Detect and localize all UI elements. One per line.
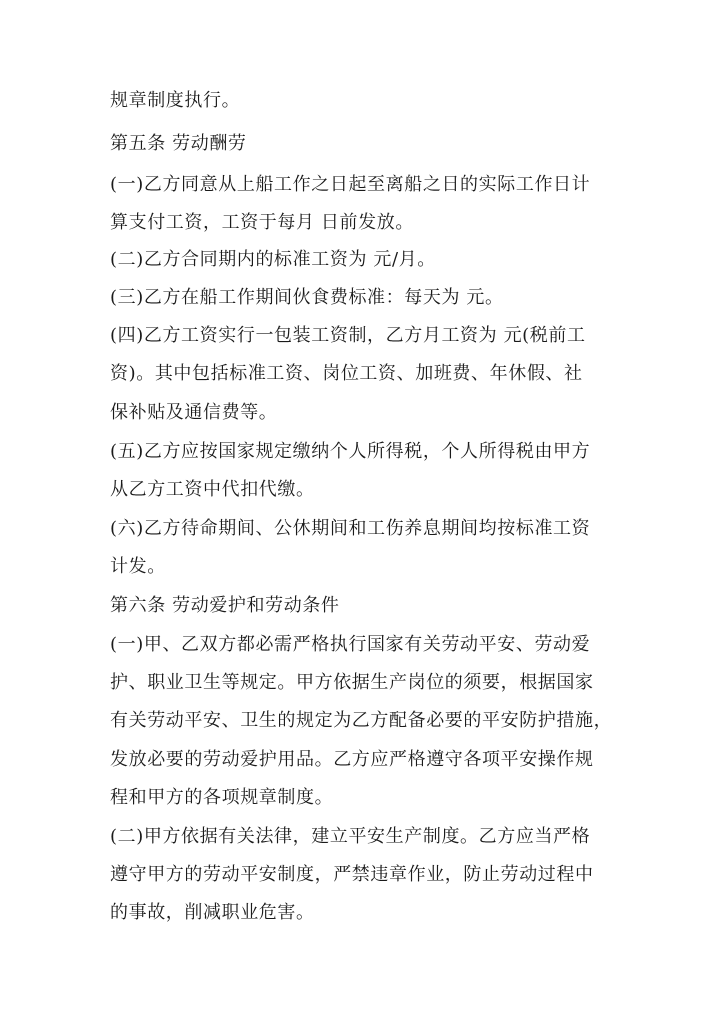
text-line: 遵守甲方的劳动平安制度，严禁违章作业，防止劳动过程中 — [110, 864, 594, 885]
text-line: 有关劳动平安、卫生的规定为乙方配备必要的平安防护措施， — [110, 710, 613, 731]
text-line: 资)。其中包括标准工资、岗位工资、加班费、年休假、社 — [110, 363, 583, 384]
text-line: (三)乙方在船工作期间伙食费标准：每天为 元。 — [110, 287, 504, 308]
text-line: (二)乙方合同期内的标准工资为 元/月。 — [110, 249, 436, 270]
text-line: 计发。 — [110, 556, 166, 577]
text-line: 护、职业卫生等规定。甲方依据生产岗位的须要，根据国家 — [110, 672, 594, 693]
text-line: (四)乙方工资实行一包装工资制，乙方月工资为 元(税前工 — [110, 325, 586, 346]
text-line: 程和甲方的各项规章制度。 — [110, 787, 334, 808]
text-line: (一)乙方同意从上船工作之日起至离船之日的实际工作日计 — [110, 174, 591, 195]
text-line: (一)甲、乙双方都必需严格执行国家有关劳动平安、劳动爱 — [110, 634, 591, 655]
text-line: 算支付工资，工资于每月 日前发放。 — [110, 212, 414, 233]
article-6-heading: 第六条 劳动爱护和劳动条件 — [110, 595, 340, 616]
text-line: 的事故，削减职业危害。 — [110, 902, 315, 923]
text-line: (五)乙方应按国家规定缴纳个人所得税，个人所得税由甲方 — [110, 441, 591, 462]
article-5-heading: 第五条 劳动酬劳 — [110, 133, 247, 154]
text-line: (二)甲方依据有关法律，建立平安生产制度。乙方应当严格 — [110, 826, 591, 847]
text-line: 发放必要的劳动爱护用品。乙方应严格遵守各项平安操作规 — [110, 749, 594, 770]
text-line: (六)乙方待命期间、公休期间和工伤养息期间均按标准工资 — [110, 518, 591, 539]
text-line: 保补贴及通信费等。 — [110, 402, 278, 423]
text-line: 从乙方工资中代扣代缴。 — [110, 479, 315, 500]
text-line: 规章制度执行。 — [110, 90, 241, 111]
